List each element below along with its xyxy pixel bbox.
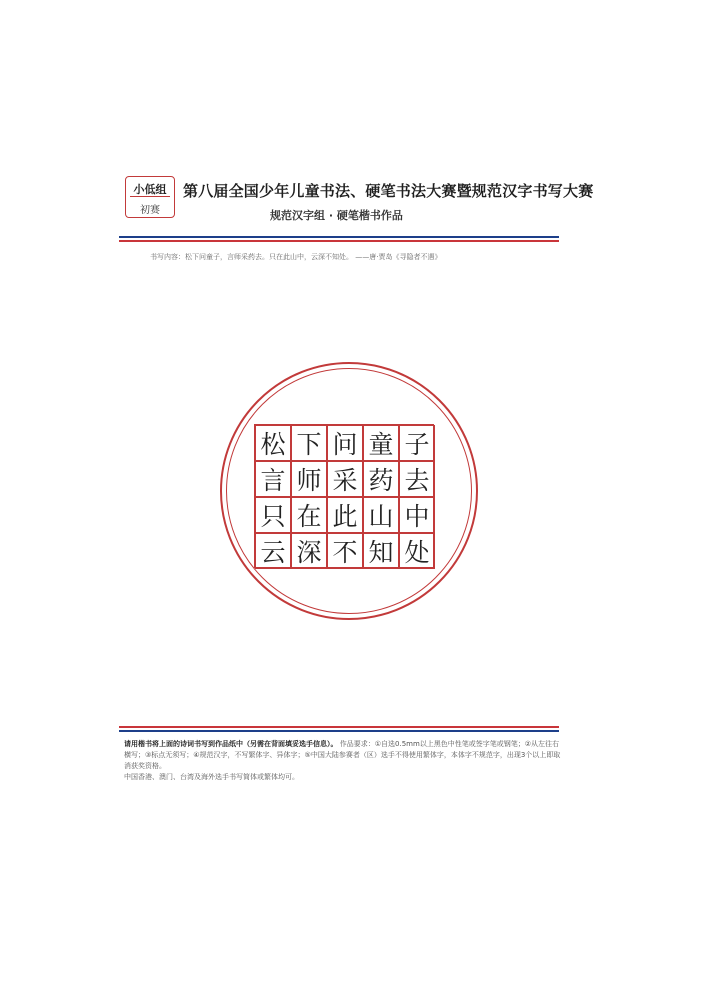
badge-group-label: 小低组 (133, 183, 167, 196)
instructions-body: 作品要求：①自选0.5mm以上黑色中性笔或签字笔或钢笔；②从左往右横写；③标点无须写；④规范汉字，不写繁体字、异体字；⑤中国大陆参赛者（区）选手不得使用繁体字，本体字不规范字，出现3个以上即取消获奖资格。 (124, 740, 561, 770)
competition-title: 第八届全国少年儿童书法、硬笔书法大赛暨规范汉字书写大赛 (183, 182, 594, 200)
group-badge (125, 176, 175, 218)
grid-cell: 知 (363, 533, 399, 569)
grid-cell: 中 (399, 497, 435, 533)
grid-cell: 此 (327, 497, 363, 533)
instructions-block (124, 739, 564, 783)
header-rule-red (119, 240, 559, 242)
grid-cell: 师 (291, 461, 327, 497)
grid-cell: 童 (363, 425, 399, 461)
grid-cell: 言 (255, 461, 291, 497)
badge-stage-label: 初赛 (140, 205, 160, 216)
grid-cell: 松 (255, 425, 291, 461)
header-rule-blue (119, 236, 559, 238)
grid-cell: 只 (255, 497, 291, 533)
competition-subtitle: 规范汉字组 · 硬笔楷书作品 (270, 209, 403, 222)
footer-rule-blue (119, 730, 559, 732)
footer-rule-red (119, 726, 559, 728)
instructions-tail: 中国香港、澳门、台湾及海外选手书写简体或繁体均可。 (124, 773, 299, 781)
grid-cell: 药 (363, 461, 399, 497)
grid-cell: 问 (327, 425, 363, 461)
grid-cell: 采 (327, 461, 363, 497)
writing-grid (254, 424, 434, 568)
grid-cell: 云 (255, 533, 291, 569)
grid-cell: 不 (327, 533, 363, 569)
badge-divider (130, 196, 170, 197)
grid-cell: 深 (291, 533, 327, 569)
grid-cell: 在 (291, 497, 327, 533)
writing-content-line: 书写内容：松下问童子，言师采药去。只在此山中，云深不知处。 ——唐·贾岛《寻隐者不遇》 (150, 253, 442, 261)
instructions-lead: 请用楷书将上面的诗词书写到作品纸中（另需在背面填妥选手信息）。 (124, 740, 338, 748)
grid-cell: 处 (399, 533, 435, 569)
grid-cell: 山 (363, 497, 399, 533)
grid-cell: 下 (291, 425, 327, 461)
grid-cell: 去 (399, 461, 435, 497)
grid-cell: 子 (399, 425, 435, 461)
